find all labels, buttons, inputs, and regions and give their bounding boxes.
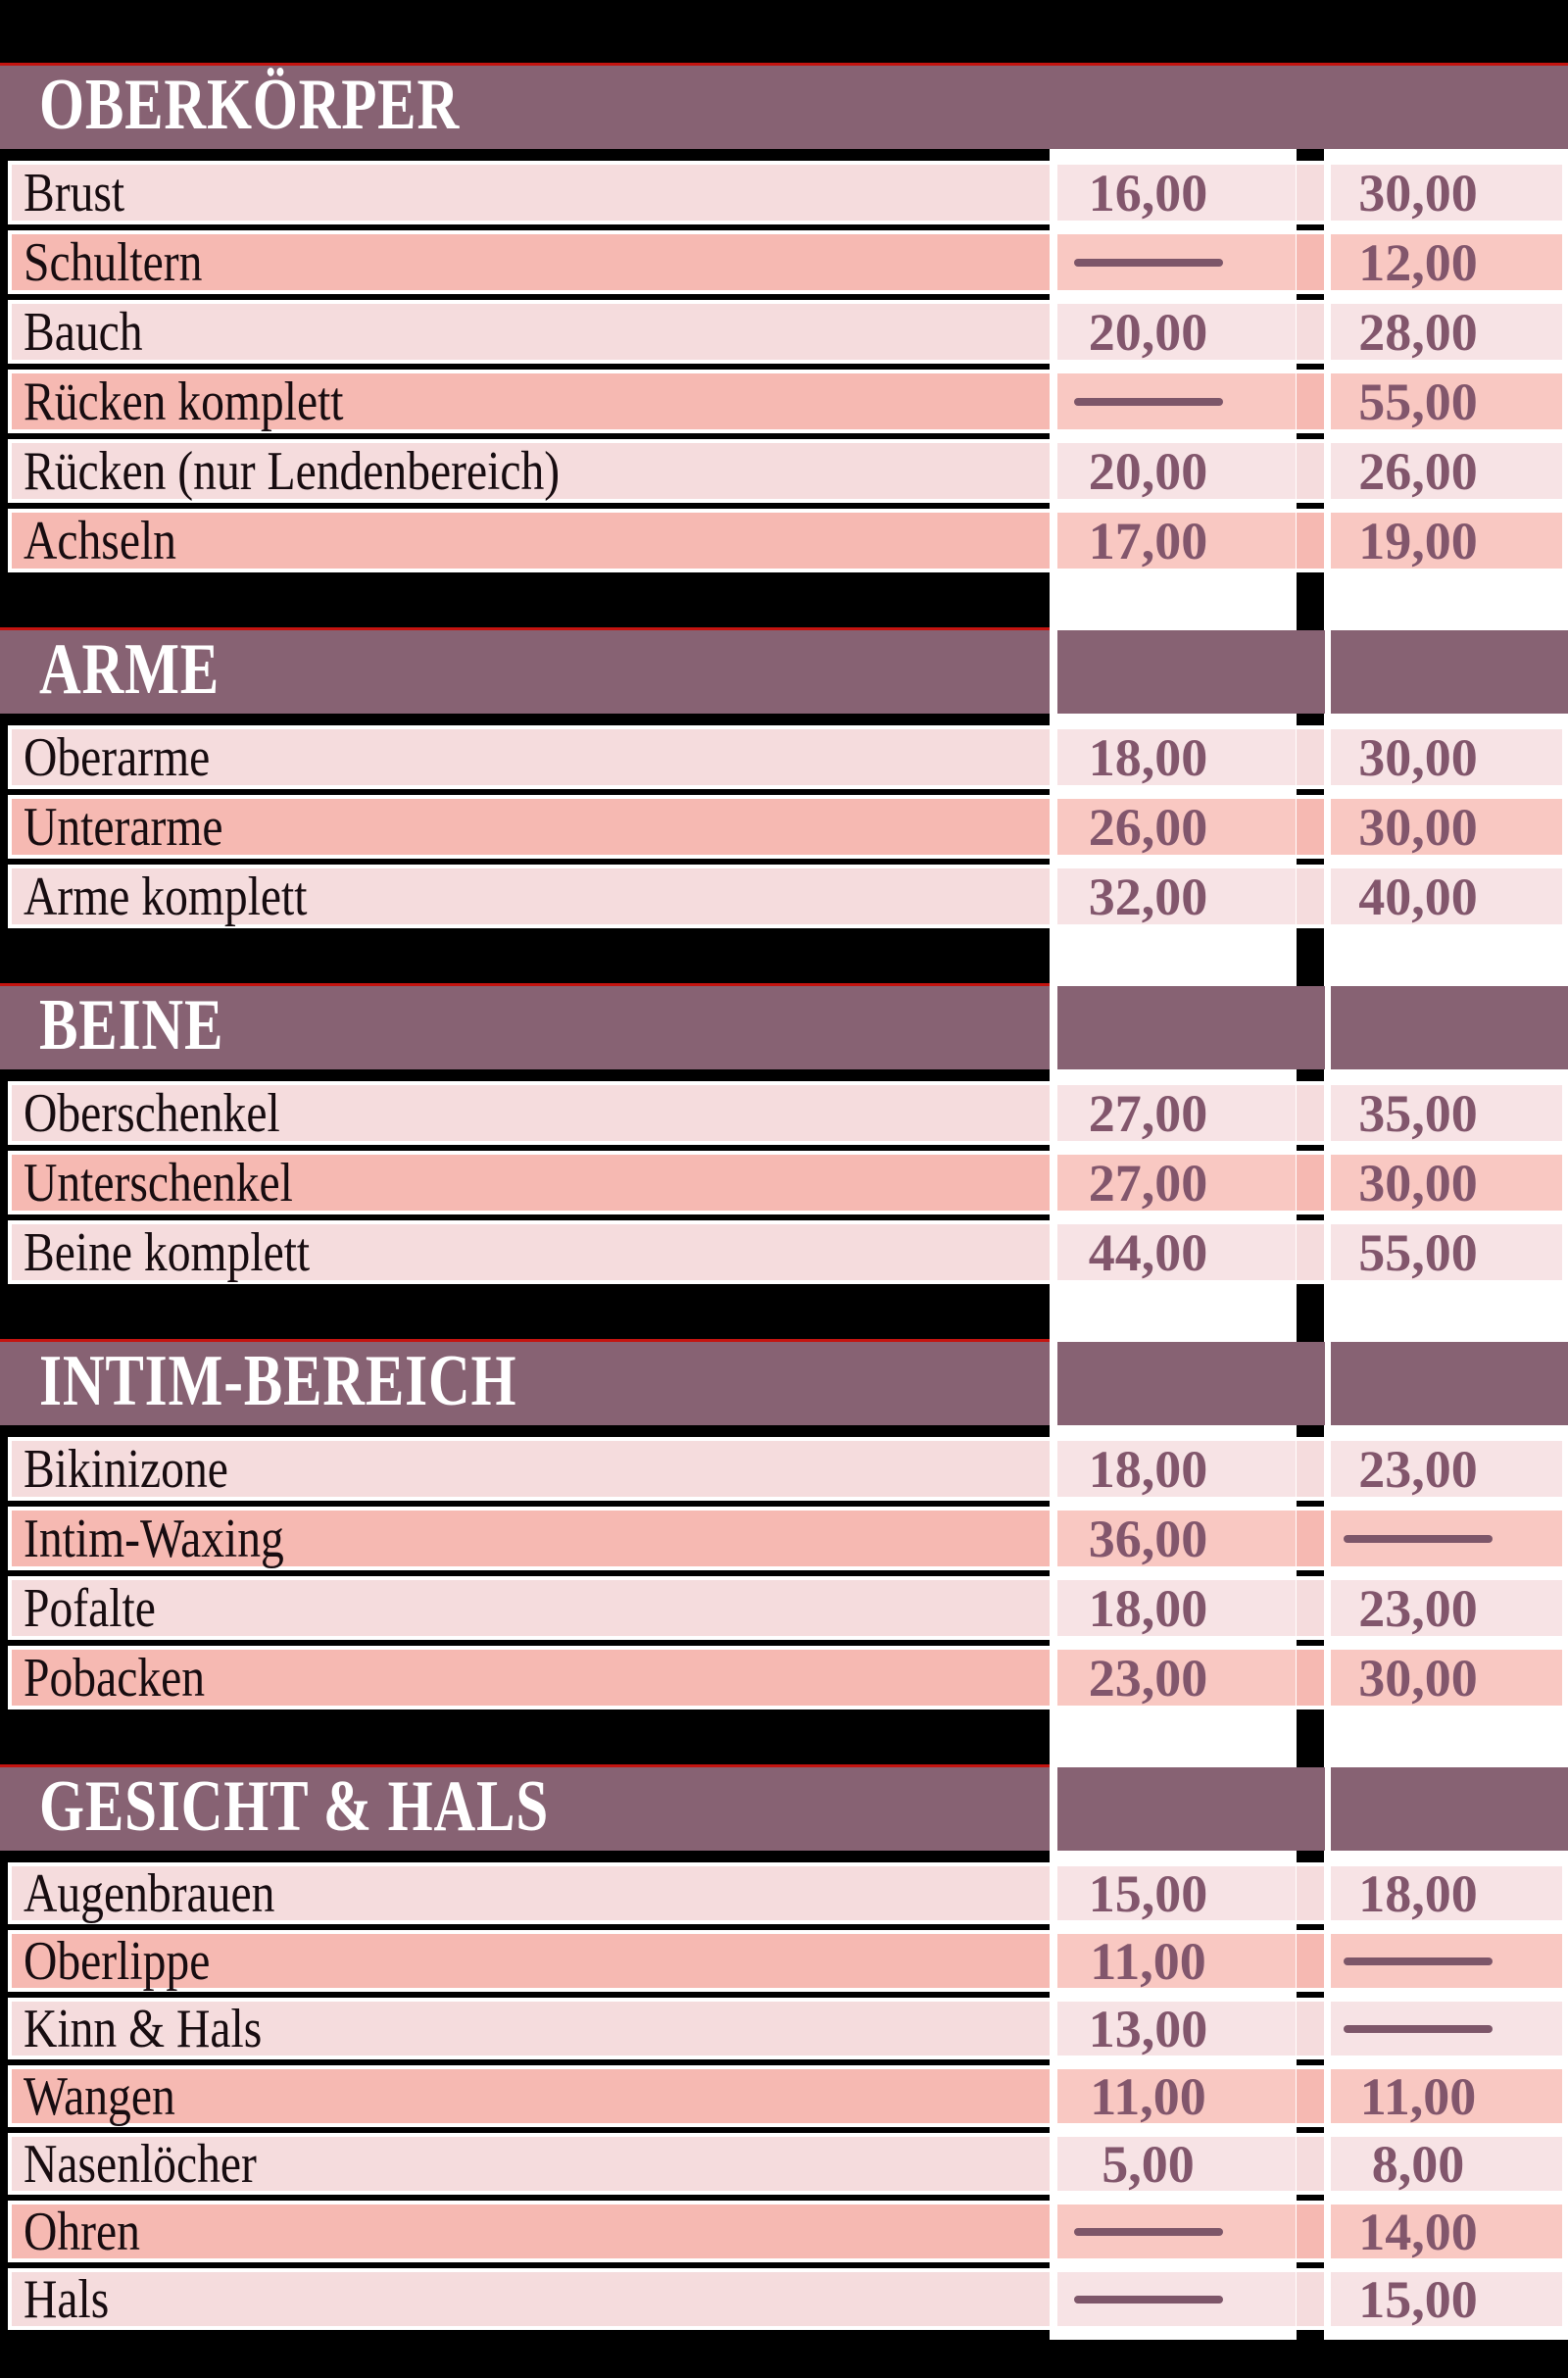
price-cell-2 (1331, 1511, 1562, 1566)
price-value: 36,00 (1088, 1509, 1208, 1568)
row-label: Pobacken (24, 1647, 206, 1709)
price-value: 16,00 (1088, 163, 1208, 223)
price-cell-1 (1057, 1441, 1296, 1497)
price-value: 30,00 (1358, 727, 1478, 787)
price-cell-2 (1331, 1085, 1562, 1141)
price-cell-1 (1057, 513, 1296, 569)
price-cell-1 (1057, 799, 1296, 855)
price-value: 19,00 (1358, 511, 1478, 570)
row-label: Oberschenkel (24, 1082, 280, 1144)
price-row (8, 230, 1568, 294)
no-price-dash (1344, 2025, 1493, 2033)
price-row (8, 439, 1568, 503)
no-price-dash (1074, 259, 1223, 267)
price-cell-1 (1057, 1224, 1296, 1280)
price-cell-2 (1331, 799, 1562, 855)
price-cell-1 (1057, 729, 1296, 785)
price-cell-2 (1331, 234, 1562, 290)
row-label: Unterarme (24, 796, 223, 858)
row-label: Pofalte (24, 1577, 156, 1639)
price-cell-2 (1331, 2269, 1562, 2329)
price-row (8, 2201, 1568, 2262)
row-label: Intim-Waxing (24, 1508, 284, 1569)
no-price-dash (1074, 2296, 1223, 2304)
price-value: 18,00 (1088, 1439, 1208, 1499)
price-row (8, 1081, 1568, 1145)
price-section (0, 627, 1568, 928)
section-rows (0, 1081, 1568, 1284)
price-cell-2 (1331, 868, 1562, 924)
price-cell-1 (1057, 2066, 1296, 2126)
price-row (8, 2133, 1568, 2195)
price-section (0, 983, 1568, 1284)
price-cell-1 (1057, 1999, 1296, 2058)
price-cell-2 (1331, 304, 1562, 360)
row-label: Ohren (24, 2201, 140, 2262)
price-row (8, 795, 1568, 859)
price-value: 23,00 (1358, 1578, 1478, 1638)
price-cell-1 (1057, 2205, 1296, 2258)
price-value: 32,00 (1088, 867, 1208, 926)
price-row (8, 1576, 1568, 1640)
price-cell-2 (1331, 373, 1562, 429)
price-cell-1 (1057, 1511, 1296, 1566)
header-bar-col2 (1331, 1342, 1568, 1425)
price-cell-1 (1057, 1085, 1296, 1141)
price-cell-2 (1331, 1155, 1562, 1211)
row-label: Bauch (24, 301, 143, 363)
price-value: 14,00 (1358, 2202, 1478, 2261)
header-bar-col1 (1057, 630, 1325, 714)
price-value: 12,00 (1358, 232, 1478, 292)
price-cell-2 (1331, 165, 1562, 221)
header-bar (0, 1767, 1050, 1851)
price-value: 11,00 (1090, 2066, 1206, 2126)
section-header (0, 627, 1568, 714)
price-value: 8,00 (1371, 2134, 1465, 2194)
price-cell-1 (1057, 304, 1296, 360)
price-cell-2 (1331, 1863, 1562, 1923)
price-row (8, 2065, 1568, 2127)
price-row (8, 1507, 1568, 1570)
section-title: INTIM-BEREICH (39, 1340, 517, 1421)
price-value: 30,00 (1358, 1153, 1478, 1213)
price-cell-2 (1331, 1934, 1562, 1988)
price-value: 55,00 (1358, 372, 1478, 431)
price-value: 20,00 (1088, 302, 1208, 362)
section-header (0, 1339, 1568, 1425)
price-section (0, 1764, 1568, 2330)
price-cell-1 (1057, 165, 1296, 221)
row-label: Brust (24, 162, 125, 223)
price-value: 18,00 (1088, 727, 1208, 787)
price-row (8, 865, 1568, 928)
price-value: 30,00 (1358, 797, 1478, 857)
section-title: ARME (39, 628, 220, 710)
price-cell-1 (1057, 373, 1296, 429)
header-bar-col1 (1057, 1342, 1325, 1425)
price-cell-2 (1331, 2066, 1562, 2126)
row-label: Bikinizone (24, 1438, 228, 1500)
row-label: Achseln (24, 510, 176, 571)
row-label: Wangen (24, 2065, 175, 2127)
price-cell-1 (1057, 2134, 1296, 2194)
price-value: 15,00 (1088, 1863, 1208, 1923)
row-label: Schultern (24, 231, 203, 293)
price-row (8, 725, 1568, 789)
price-value: 27,00 (1088, 1083, 1208, 1143)
no-price-dash (1074, 398, 1223, 406)
row-label: Kinn & Hals (24, 1998, 263, 2059)
header-bar (0, 66, 1568, 149)
price-value: 30,00 (1358, 1648, 1478, 1708)
header-bar (0, 630, 1050, 714)
price-cell-2 (1331, 1441, 1562, 1497)
price-cell-2 (1331, 513, 1562, 569)
price-cell-1 (1057, 868, 1296, 924)
price-value: 26,00 (1358, 441, 1478, 501)
row-label: Oberarme (24, 726, 211, 788)
price-value: 44,00 (1088, 1222, 1208, 1282)
row-label: Hals (24, 2268, 110, 2330)
price-row (8, 1437, 1568, 1501)
row-label: Arme komplett (24, 866, 308, 927)
price-cell-1 (1057, 1931, 1296, 1991)
header-bar-col1 (1057, 1767, 1325, 1851)
price-row (8, 370, 1568, 433)
header-bar-col2 (1331, 986, 1568, 1069)
header-bar (0, 986, 1050, 1069)
row-label: Unterschenkel (24, 1152, 293, 1214)
price-row (8, 509, 1568, 572)
row-label: Oberlippe (24, 1930, 211, 1992)
price-value: 23,00 (1088, 1648, 1208, 1708)
price-cell-2 (1331, 1224, 1562, 1280)
header-bar (0, 1342, 1050, 1425)
price-row (8, 1220, 1568, 1284)
no-price-dash (1344, 1957, 1493, 1965)
price-cell-2 (1331, 1650, 1562, 1706)
section-header (0, 983, 1568, 1069)
price-section (0, 1339, 1568, 1709)
price-value: 27,00 (1088, 1153, 1208, 1213)
price-value: 35,00 (1358, 1083, 1478, 1143)
price-value: 5,00 (1102, 2134, 1195, 2194)
price-cell-1 (1057, 1650, 1296, 1706)
price-row (8, 161, 1568, 224)
price-section (0, 63, 1568, 572)
section-header (0, 1764, 1568, 1851)
price-cell-1 (1057, 2272, 1296, 2326)
section-title: GESICHT & HALS (39, 1765, 550, 1847)
price-cell-1 (1057, 1863, 1296, 1923)
price-value: 55,00 (1358, 1222, 1478, 1282)
price-value: 26,00 (1088, 797, 1208, 857)
price-cell-1 (1057, 1155, 1296, 1211)
row-label: Rücken komplett (24, 371, 344, 432)
section-title: OBERKÖRPER (39, 64, 461, 145)
price-row (8, 1862, 1568, 1924)
no-price-dash (1074, 2228, 1223, 2236)
price-value: 28,00 (1358, 302, 1478, 362)
price-value: 23,00 (1358, 1439, 1478, 1499)
price-row (8, 1930, 1568, 1992)
price-value: 11,00 (1090, 1931, 1206, 1991)
section-header (0, 63, 1568, 149)
price-value: 11,00 (1359, 2066, 1477, 2126)
header-bar-col1 (1057, 986, 1325, 1069)
no-price-dash (1344, 1535, 1493, 1543)
price-value: 18,00 (1358, 1863, 1478, 1923)
row-label: Nasenlöcher (24, 2133, 257, 2195)
price-row (8, 1646, 1568, 1709)
price-cell-2 (1331, 2202, 1562, 2261)
price-row (8, 1998, 1568, 2059)
price-cell-2 (1331, 2002, 1562, 2056)
price-cell-1 (1057, 443, 1296, 499)
price-row (8, 2268, 1568, 2330)
price-value: 18,00 (1088, 1578, 1208, 1638)
row-label: Rücken (nur Lendenbereich) (24, 440, 561, 502)
price-value: 17,00 (1088, 511, 1208, 570)
price-cell-2 (1331, 1580, 1562, 1636)
price-value: 20,00 (1088, 441, 1208, 501)
row-label: Beine komplett (24, 1221, 311, 1283)
row-label: Augenbrauen (24, 1862, 275, 1924)
price-cell-1 (1057, 234, 1296, 290)
price-value: 30,00 (1358, 163, 1478, 223)
price-cell-2 (1331, 2134, 1562, 2194)
price-cell-2 (1331, 443, 1562, 499)
price-value: 15,00 (1358, 2269, 1478, 2329)
price-cell-2 (1331, 729, 1562, 785)
section-rows (0, 725, 1568, 928)
price-value: 13,00 (1088, 1999, 1208, 2058)
price-cell-1 (1057, 1580, 1296, 1636)
price-value: 40,00 (1358, 867, 1478, 926)
section-title: BEINE (39, 984, 224, 1065)
header-bar-col2 (1331, 630, 1568, 714)
price-row (8, 1151, 1568, 1214)
header-bar-col2 (1331, 1767, 1568, 1851)
price-row (8, 300, 1568, 364)
